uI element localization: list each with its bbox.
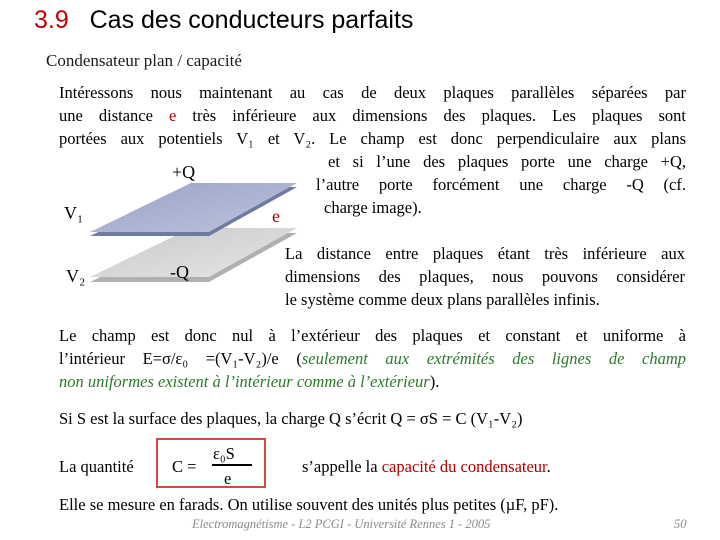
e-label: e bbox=[272, 206, 280, 226]
subtitle: Condensateur plan / capacité bbox=[46, 51, 242, 70]
intro-paragraph bbox=[59, 81, 686, 150]
section-title: Cas des conducteurs parfaits bbox=[89, 6, 414, 34]
footer: Electromagnétisme - L2 PCGI - Université Rennes 1 - 2005 bbox=[192, 517, 491, 531]
capacity-lead: La quantité bbox=[59, 457, 134, 476]
v2-label: V₂ bbox=[66, 266, 86, 286]
intro-line-2: une distance e très inférieure aux dimensions des plaques. Les plaques sont bbox=[59, 106, 686, 125]
distance-paragraph bbox=[285, 242, 685, 311]
distance-symbol: e bbox=[169, 106, 177, 125]
formula-numerator: ε₀S bbox=[213, 444, 235, 463]
charge-line: Si S est la surface des plaques, la charge Q s’écrit Q = σS = C (V₁-V₂) bbox=[59, 409, 523, 428]
field-line-3: non uniformes existent à l’intérieur comme à l’extérieur). bbox=[59, 372, 440, 391]
capacity-c-equals: C = bbox=[172, 457, 197, 476]
fraction-bar bbox=[212, 464, 252, 466]
capacitor-diagram bbox=[90, 178, 310, 288]
intro-line-6: charge image). bbox=[324, 198, 422, 217]
field-line-2: l’intérieur E=σ/ε₀ =(V₁-V₂)/e (seulement aux extrémités des lignes de champ bbox=[59, 349, 687, 368]
intro-line-4: et si l’une des plaques porte une charge +Q, bbox=[328, 152, 686, 171]
intro-line-3: portées aux potentiels V₁ et V₂. Le champ est donc perpendiculaire aux plans bbox=[59, 129, 686, 148]
intro-line-5: l’autre porte forcément une charge -Q (cf. bbox=[316, 175, 686, 194]
capacity-trail: s’appelle la capacité du condensateur. bbox=[302, 457, 551, 476]
distance-line-3: le système comme deux plans parallèles infinis. bbox=[285, 290, 600, 309]
page-title bbox=[34, 6, 413, 35]
intro-continuation bbox=[316, 150, 686, 219]
field-line-1: Le champ est donc nul à l’extérieur des plaques et constant et uniforme à bbox=[59, 326, 686, 345]
page-number: 50 bbox=[674, 517, 687, 531]
field-paragraph bbox=[59, 324, 686, 393]
section-number: 3.9 bbox=[34, 6, 69, 34]
distance-line-2: dimensions des plaques, nous pouvons considérer bbox=[285, 267, 685, 286]
intro-line-1: Intéressons nous maintenant au cas de deux plaques parallèles séparées par bbox=[59, 83, 686, 102]
plus-q-label: +Q bbox=[172, 162, 196, 182]
distance-line-1: La distance entre plaques étant très inférieure aux bbox=[285, 244, 685, 263]
top-plate bbox=[90, 183, 297, 232]
formula-denominator: e bbox=[224, 469, 232, 488]
minus-q-label: -Q bbox=[170, 262, 189, 282]
v1-label: V₁ bbox=[64, 203, 84, 223]
capacity-term: capacité du condensateur bbox=[381, 457, 547, 476]
units-line: Elle se mesure en farads. On utilise souvent des unités plus petites (µF, pF). bbox=[59, 495, 559, 514]
